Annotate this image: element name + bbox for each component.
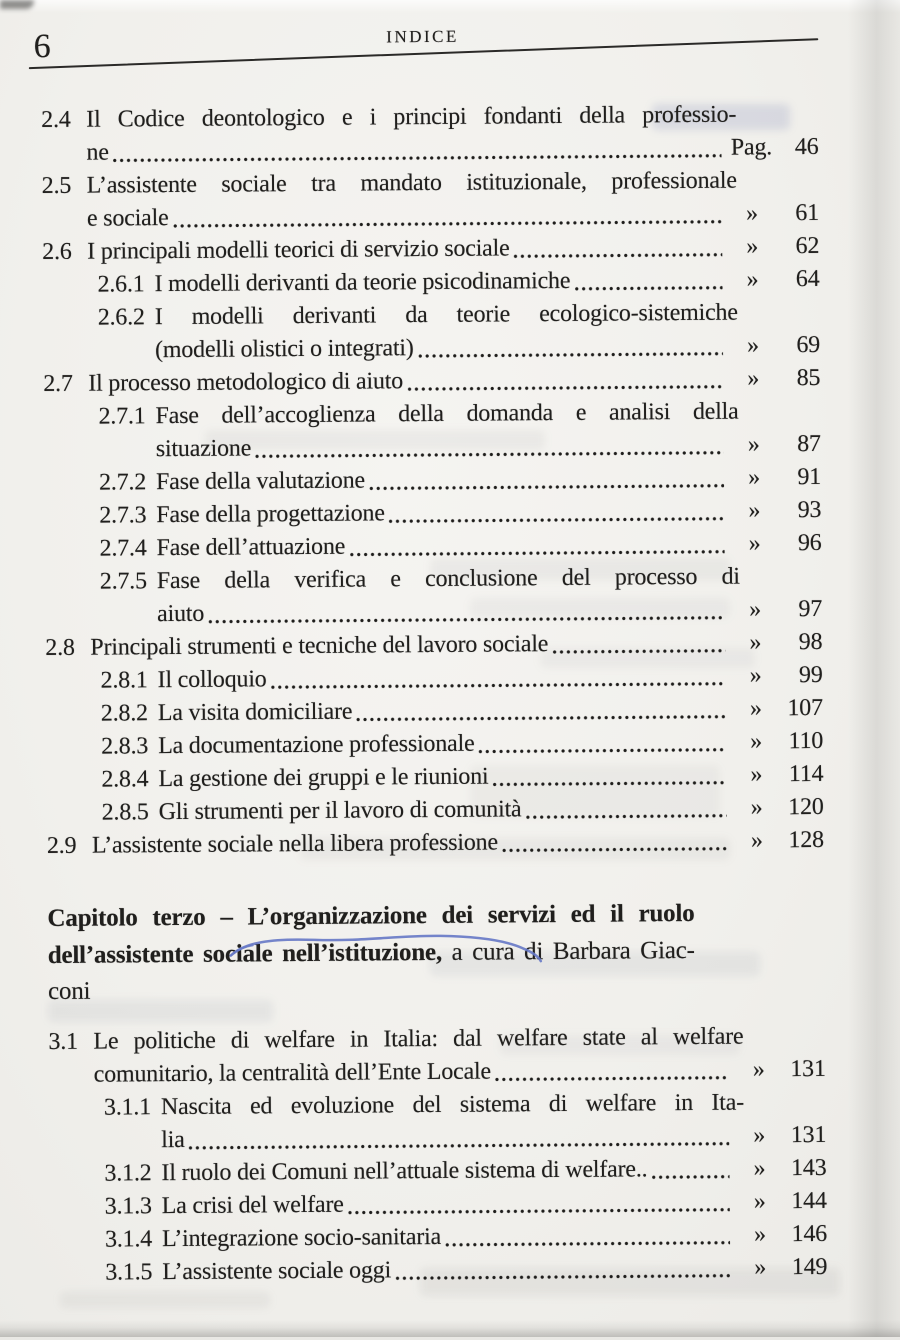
page-number: 61 (795, 199, 820, 227)
page-number: 120 (788, 793, 824, 821)
entry-number: 3.1.5 (105, 1258, 153, 1286)
page-number: 64 (795, 265, 820, 293)
dot-leader (395, 1271, 730, 1282)
entry-number: 2.5 (41, 172, 72, 200)
page-column-label: » (745, 200, 758, 227)
entry-number: 3.1.4 (104, 1225, 153, 1253)
page-column-label: Pag. (730, 134, 773, 161)
entry-text: lia (161, 1126, 185, 1153)
entry-text: La documentazione professionale (158, 730, 475, 760)
page-column-label: » (750, 794, 763, 821)
toc-entry-line (157, 593, 822, 631)
page-column-label: » (754, 1253, 767, 1280)
page-column-label: » (747, 365, 760, 392)
page-column-label: » (747, 332, 760, 359)
dot-leader (574, 284, 722, 293)
toc-entry-line (156, 428, 821, 466)
page-number: 149 (791, 1253, 828, 1280)
entry-text: Fase dell’attuazione (156, 533, 346, 562)
entry-text: Il colloquio (157, 666, 267, 694)
dot-leader (514, 251, 723, 261)
entry-text: e sociale (86, 205, 169, 232)
entry-text: ne (86, 139, 109, 166)
page-number: 131 (790, 1121, 827, 1148)
page-column-label: » (749, 596, 762, 623)
page-number: 69 (796, 331, 821, 359)
page-number: 93 (797, 496, 822, 524)
entry-number: 2.8.3 (101, 733, 149, 760)
chapter-heading-editor-text: a cura di Barbara Giac- (441, 936, 695, 966)
page-number: 87 (797, 430, 821, 458)
page-column-label: » (748, 497, 761, 524)
entry-number: 3.1.1 (103, 1093, 152, 1121)
table-of-contents (0, 98, 827, 1290)
entry-text: Il processo metodologico di aiuto (88, 368, 404, 397)
page-number: 46 (794, 133, 819, 161)
entry-text: I principali modelli teorici di servizio sociale (87, 235, 510, 265)
entry-text: Principali strumenti e tecniche del lavoro sociale (90, 631, 549, 661)
toc-entry-line (41, 99, 736, 137)
entry-text: (modelli olistici o integrati) (154, 335, 414, 364)
entry-text: L’assistente sociale tra mandato istituzionale, professionale (86, 167, 737, 199)
entry-text: Fase della verifica e conclusione del processo di (156, 563, 740, 595)
entry-text: L’assistente sociale nella libera professione (91, 829, 498, 859)
page-column-label: » (746, 266, 759, 293)
page-column-label: » (750, 827, 763, 854)
entry-text: Nascita ed evoluzione del sistema di welfare in Ita- (160, 1089, 745, 1120)
dot-leader (349, 548, 724, 559)
page-number: 114 (788, 760, 824, 788)
toc-entry-line (100, 561, 740, 599)
entry-text: Fase della valutazione (155, 467, 366, 496)
page-column-label: » (747, 431, 760, 458)
entry-number: 3.1.3 (104, 1192, 152, 1220)
toc-entry-line (98, 396, 738, 434)
page-number: 91 (797, 463, 822, 491)
toc-entry-line (161, 1118, 826, 1156)
running-head-title: INDICE (386, 26, 459, 47)
entry-number: 2.7.3 (99, 502, 147, 529)
page-number: 97 (798, 595, 823, 623)
dot-leader (525, 812, 726, 822)
entry-text: Gli strumenti per il lavoro di comunità (158, 796, 522, 826)
entry-text: La visita domiciliare (157, 698, 353, 727)
entry-number: 2.8 (45, 634, 75, 662)
chapter-heading-line (48, 932, 695, 974)
entry-text: La gestione dei gruppi e le riunioni (158, 763, 489, 793)
entry-text: Le politiche di welfare in Italia: dal welfare state al welfare (93, 1023, 744, 1055)
entry-number: 2.6.2 (97, 304, 145, 331)
entry-text: Il Codice deontologico e i principi fondanti della professio- (86, 101, 737, 133)
entry-text: comunitario, la centralità dell’Ente Locale (93, 1058, 492, 1088)
chapter-heading-line (48, 969, 695, 1011)
chapter-heading-bold-text: Capitolo terzo – L’organizzazione dei servizi ed il ruolo (47, 899, 695, 933)
toc-entry-line (48, 1020, 743, 1058)
page-number: 143 (790, 1154, 827, 1181)
page-number: 128 (788, 826, 824, 854)
toc-entry-line (105, 1250, 827, 1289)
page-column-label: » (753, 1121, 766, 1148)
page-number: 99 (798, 661, 823, 689)
page-column-label: » (753, 1220, 766, 1247)
entry-number: 2.8.5 (101, 799, 149, 826)
entry-text: I modelli derivanti da teorie psicodinamiche (154, 267, 571, 298)
dot-leader (189, 1139, 730, 1151)
dot-leader (271, 680, 726, 692)
dot-leader (173, 218, 723, 230)
entry-text: I modelli derivanti da teorie ecologico-sistemiche (154, 299, 738, 331)
chapter-heading-editor-text: coni (47, 977, 91, 1006)
page-column-label: » (749, 662, 762, 689)
page-number: 98 (798, 628, 823, 656)
dot-leader (502, 845, 727, 855)
page-number-folio: 6 (33, 27, 51, 66)
entry-text: Fase della progettazione (156, 500, 385, 529)
entry-number: 2.6.1 (97, 271, 145, 298)
page-column-label: » (750, 728, 763, 755)
entry-number: 2.7 (43, 370, 73, 398)
entry-text: aiuto (157, 600, 205, 628)
entry-text: Fase dell’accoglienza della domanda e analisi della (155, 398, 739, 430)
entry-number: 3.1.2 (104, 1159, 152, 1187)
page-column-label: » (749, 629, 762, 656)
dot-leader (479, 746, 727, 756)
page-column-label: » (753, 1187, 766, 1214)
page-number: 146 (791, 1220, 828, 1247)
dot-leader (255, 449, 724, 461)
entry-text: situazione (155, 435, 252, 463)
toc-entry-line (98, 297, 738, 335)
entry-number: 2.4 (41, 106, 71, 134)
entry-number: 2.7.2 (98, 469, 147, 496)
toc-entry-line (104, 1086, 744, 1124)
dot-leader (356, 713, 726, 724)
page-column-label: » (752, 1055, 765, 1082)
entry-text: L’assistente sociale oggi (162, 1256, 392, 1285)
entry-number: 2.8.2 (100, 700, 148, 727)
dot-leader (369, 482, 724, 493)
page-column-label: » (750, 761, 763, 788)
entry-text: Il ruolo dei Comuni nell’attuale sistema di welfare.. (161, 1155, 648, 1186)
page-column-label: » (746, 233, 759, 260)
page-column-label: » (748, 464, 761, 491)
dot-leader (348, 1205, 730, 1216)
page-column-label: » (748, 530, 761, 557)
entry-number: 2.7.1 (98, 403, 146, 430)
dot-leader (552, 647, 725, 656)
chapter-heading (47, 896, 695, 1011)
dot-leader (113, 152, 722, 165)
dot-leader (651, 1172, 729, 1181)
page-number: 107 (787, 694, 823, 722)
page-number: 131 (790, 1055, 826, 1082)
dot-leader (492, 779, 726, 789)
page-number: 85 (796, 364, 821, 392)
entry-number: 2.7.4 (99, 535, 147, 562)
page-number: 110 (788, 727, 824, 755)
page-column-label: » (749, 695, 762, 722)
chapter-heading-bold-text: dell’assistente sociale nell’istituzione, (47, 938, 443, 969)
page-number: 96 (797, 529, 822, 557)
dot-leader (418, 350, 723, 360)
toc-entry-line (47, 824, 824, 863)
dot-leader (495, 1073, 729, 1083)
entry-number: 2.7.5 (99, 568, 147, 595)
toc-entry-line (155, 329, 820, 367)
toc-entry-line (42, 165, 737, 203)
entry-number: 2.8.4 (101, 766, 149, 793)
page-number: 62 (795, 232, 820, 260)
chapter-heading-line (47, 896, 694, 938)
entry-number: 2.6 (42, 238, 72, 266)
page-column-label: » (753, 1154, 766, 1181)
entry-number: 3.1 (48, 1028, 78, 1055)
entry-text: La crisi del welfare (161, 1191, 344, 1219)
dot-leader (407, 383, 723, 393)
entry-number: 2.9 (46, 832, 77, 860)
entry-number: 2.8.1 (100, 667, 148, 694)
dot-leader (208, 614, 725, 626)
dot-leader (389, 515, 725, 526)
page-number: 144 (791, 1187, 827, 1214)
entry-text: L’integrazione socio-sanitaria (161, 1223, 442, 1252)
dot-leader (445, 1238, 730, 1248)
